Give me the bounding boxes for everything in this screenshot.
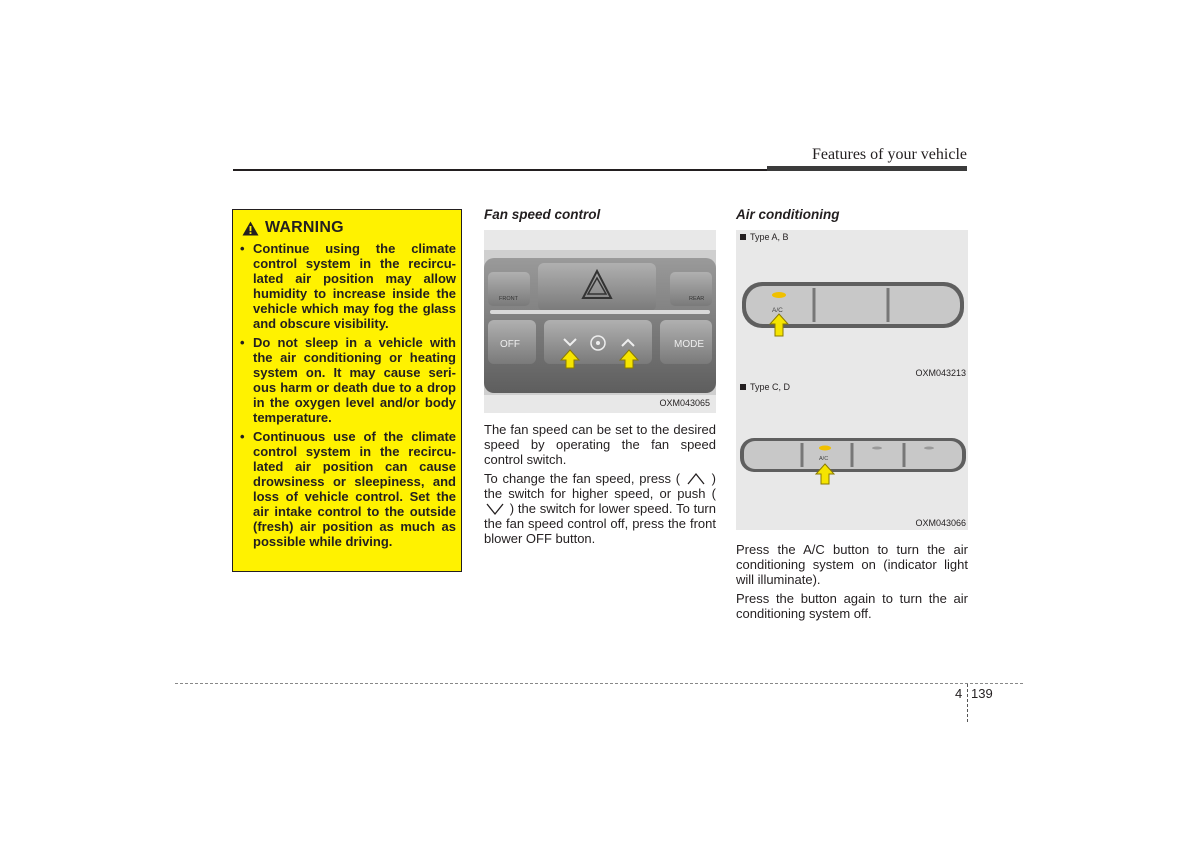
chapter-number: 4 xyxy=(955,686,963,701)
warning-item: • Continuous use of the climate control system in the recircu-lated air position can cause drowsiness or sleepiness, and loss of vehicle control. Set the air intake control to the outside (fresh) air position as much as possible while driving. xyxy=(240,429,456,549)
figure-code: OXM043066 xyxy=(915,518,966,528)
off-button-label: OFF xyxy=(500,339,520,350)
figure-code: OXM043213 xyxy=(915,368,966,378)
fan-para-2: To change the fan speed, press ( ) the switch for higher speed, or push ( ) the switch for lower speed. To turn the fan speed control off, press the front blower OFF button. xyxy=(484,471,716,546)
rear-defrost-label: REAR xyxy=(689,296,705,302)
page-number-divider xyxy=(967,684,968,722)
mode-button-label: MODE xyxy=(674,339,704,350)
ac-figure-type-ab xyxy=(736,230,968,380)
chevron-down-icon xyxy=(484,502,506,516)
ac-para-2: Press the button again to turn the air conditioning system off. xyxy=(736,591,968,621)
ac-panel-illustration xyxy=(736,230,968,380)
ac-para-1: Press the A/C button to turn the air conditioning system on (indicator light will illuminate). xyxy=(736,542,968,587)
fan-para-1: The fan speed can be set to the desired speed by operating the fan speed control switch. xyxy=(484,422,716,467)
warning-triangle-icon xyxy=(242,221,259,236)
fan-speed-figure xyxy=(484,230,716,413)
warning-item: • Do not sleep in a vehicle with the air conditioning or heating system on. It may cause seri-ous harm or death due to a drop in the oxygen level and/or body temperature. xyxy=(240,335,456,425)
page-number: 139 xyxy=(971,686,993,701)
warning-heading xyxy=(242,219,344,237)
figure-code: OXM043065 xyxy=(659,398,710,408)
air-conditioning-heading: Air conditioning xyxy=(736,207,840,222)
warning-list xyxy=(240,241,456,553)
fan-speed-heading: Fan speed control xyxy=(484,207,601,222)
footer-rule xyxy=(175,683,1023,684)
square-bullet-icon xyxy=(740,234,746,240)
warning-title: WARNING xyxy=(265,219,344,236)
figure-type-label: Type C, D xyxy=(740,382,790,392)
front-defrost-label: FRONT xyxy=(499,296,518,302)
chevron-up-icon xyxy=(685,472,707,486)
ac-panel-illustration xyxy=(736,380,968,530)
ac-figure-type-cd xyxy=(736,380,968,530)
warning-item: • Continue using the climate control system in the recircu-lated air position may allow humidity to increase inside the vehicle which may fog the glass and obscure visibility. xyxy=(240,241,456,331)
page-header-title: Features of your vehicle xyxy=(811,146,967,163)
square-bullet-icon xyxy=(740,384,746,390)
ac-button-label: A/C xyxy=(819,456,829,462)
ac-text xyxy=(736,542,968,625)
header-rule-accent xyxy=(767,166,967,171)
figure-type-label: Type A, B xyxy=(740,232,789,242)
fan-speed-text xyxy=(484,422,716,550)
ac-button-label: A/C xyxy=(772,307,783,314)
fan-control-panel-illustration xyxy=(484,230,716,413)
